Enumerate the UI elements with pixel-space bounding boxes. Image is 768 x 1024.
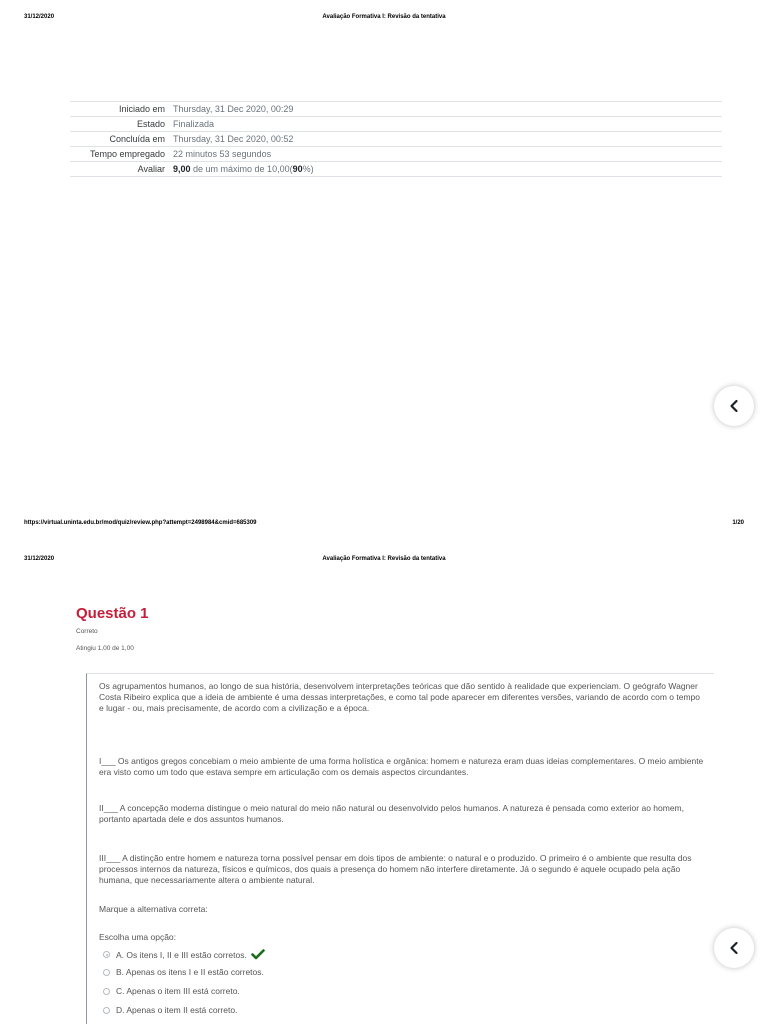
summary-row-state (70, 117, 722, 132)
answer-option-d[interactable] (103, 1005, 237, 1015)
answer-option-a[interactable] (103, 949, 265, 960)
radio-selected[interactable] (103, 951, 110, 958)
question-state: Correto (76, 628, 98, 635)
summary-value: Thursday, 31 Dec 2020, 00:52 (169, 132, 722, 147)
summary-label: Concluída em (70, 132, 169, 147)
chevron-left-icon (727, 399, 741, 413)
radio-unselected[interactable] (103, 988, 110, 995)
answer-option-label: A. Os itens I, II e III estão corretos. (116, 949, 247, 960)
radio-unselected[interactable] (103, 969, 110, 976)
summary-value: 22 minutos 53 segundos (169, 147, 722, 162)
question-prompt: Marque a alternativa correta: (99, 904, 208, 914)
summary-value: Finalizada (169, 117, 722, 132)
grade-score: 9,00 (173, 164, 191, 174)
question-mark: Atingiu 1,00 de 1,00 (76, 645, 134, 652)
summary-value: Thursday, 31 Dec 2020, 00:29 (169, 102, 722, 117)
print-header-date: 31/12/2020 (24, 14, 55, 20)
drawer-toggle-button[interactable] (714, 386, 754, 426)
summary-label: Avaliar (70, 162, 169, 177)
answer-option-label: B. Apenas os itens I e II estão corretos. (116, 967, 264, 977)
summary-row-grade (70, 162, 722, 177)
attempt-summary-table (70, 101, 722, 177)
choose-option-label: Escolha uma opção: (99, 932, 177, 942)
drawer-toggle-button[interactable] (714, 928, 754, 968)
print-footer-page: 1/20 (732, 520, 744, 526)
question-item-iii: III___ A distinção entre homem e natureza torna possível pensar em dois tipos de ambiente: o natural e o produzido. O primeiro é o ambiente que resulta dos processos internos da natureza, físicos e químicos, dos quais a presença do homem não interfere diretamente. Já o segundo é aquele ocupado pela ação humana, que necessariamente altera o ambiente natural. (99, 853, 692, 885)
print-header-title: Avaliação Formativa I: Revisão da tentativa (322, 556, 446, 562)
question-paragraph: Os agrupamentos humanos, ao longo de sua história, desenvolvem interpretações teóricas que dão sentido à realidade que experienciam. O geógrafo Wagner Costa Ribeiro explica que a ideia de ambiente é uma dessas interpretações, e como tal pode aparecer em diferentes versões, variando de acordo com o tempo e lugar - ou, mais precisamente, de acordo com a civilização e a época. (99, 681, 701, 713)
summary-label: Tempo empregado (70, 147, 169, 162)
grade-text-end: %) (302, 164, 314, 174)
grade-percent: 90 (292, 164, 303, 174)
summary-row-time-taken (70, 147, 722, 162)
question-item-ii: II___ A concepção moderna distingue o meio natural do meio não natural ou desenvolvido pelos humanos. A natureza é pensada como exterior ao homem, portanto apartada dele e dos assuntos humanos. (99, 803, 684, 824)
check-icon (251, 949, 265, 960)
chevron-left-icon (727, 941, 741, 955)
summary-row-started (70, 102, 722, 117)
question-title: Questão 1 (76, 605, 149, 622)
print-header-date: 31/12/2020 (24, 556, 55, 562)
print-header-title: Avaliação Formativa I: Revisão da tentativa (322, 14, 446, 20)
summary-label: Estado (70, 117, 169, 132)
answer-option-label: C. Apenas o item III está correto. (116, 986, 240, 996)
summary-label: Iniciado em (70, 102, 169, 117)
summary-row-completed (70, 132, 722, 147)
grade-text-mid: de um máximo de 10,00( (190, 164, 293, 174)
answer-option-c[interactable] (103, 986, 240, 996)
radio-unselected[interactable] (103, 1007, 110, 1014)
print-footer-url: https://virtual.uninta.edu.br/mod/quiz/review.php?attempt=2498984&cmid=685309 (24, 520, 257, 526)
answer-option-b[interactable] (103, 967, 264, 977)
grade-value (169, 162, 722, 177)
answer-option-label: D. Apenas o item II está correto. (116, 1005, 238, 1015)
question-item-i: I___ Os antigos gregos concebiam o meio ambiente de uma forma holística e orgânica: homem e natureza eram duas ideias complementares. O meio ambiente era visto como um todo que estava sempre em articulação com os demais aspectos circundantes. (99, 756, 704, 777)
